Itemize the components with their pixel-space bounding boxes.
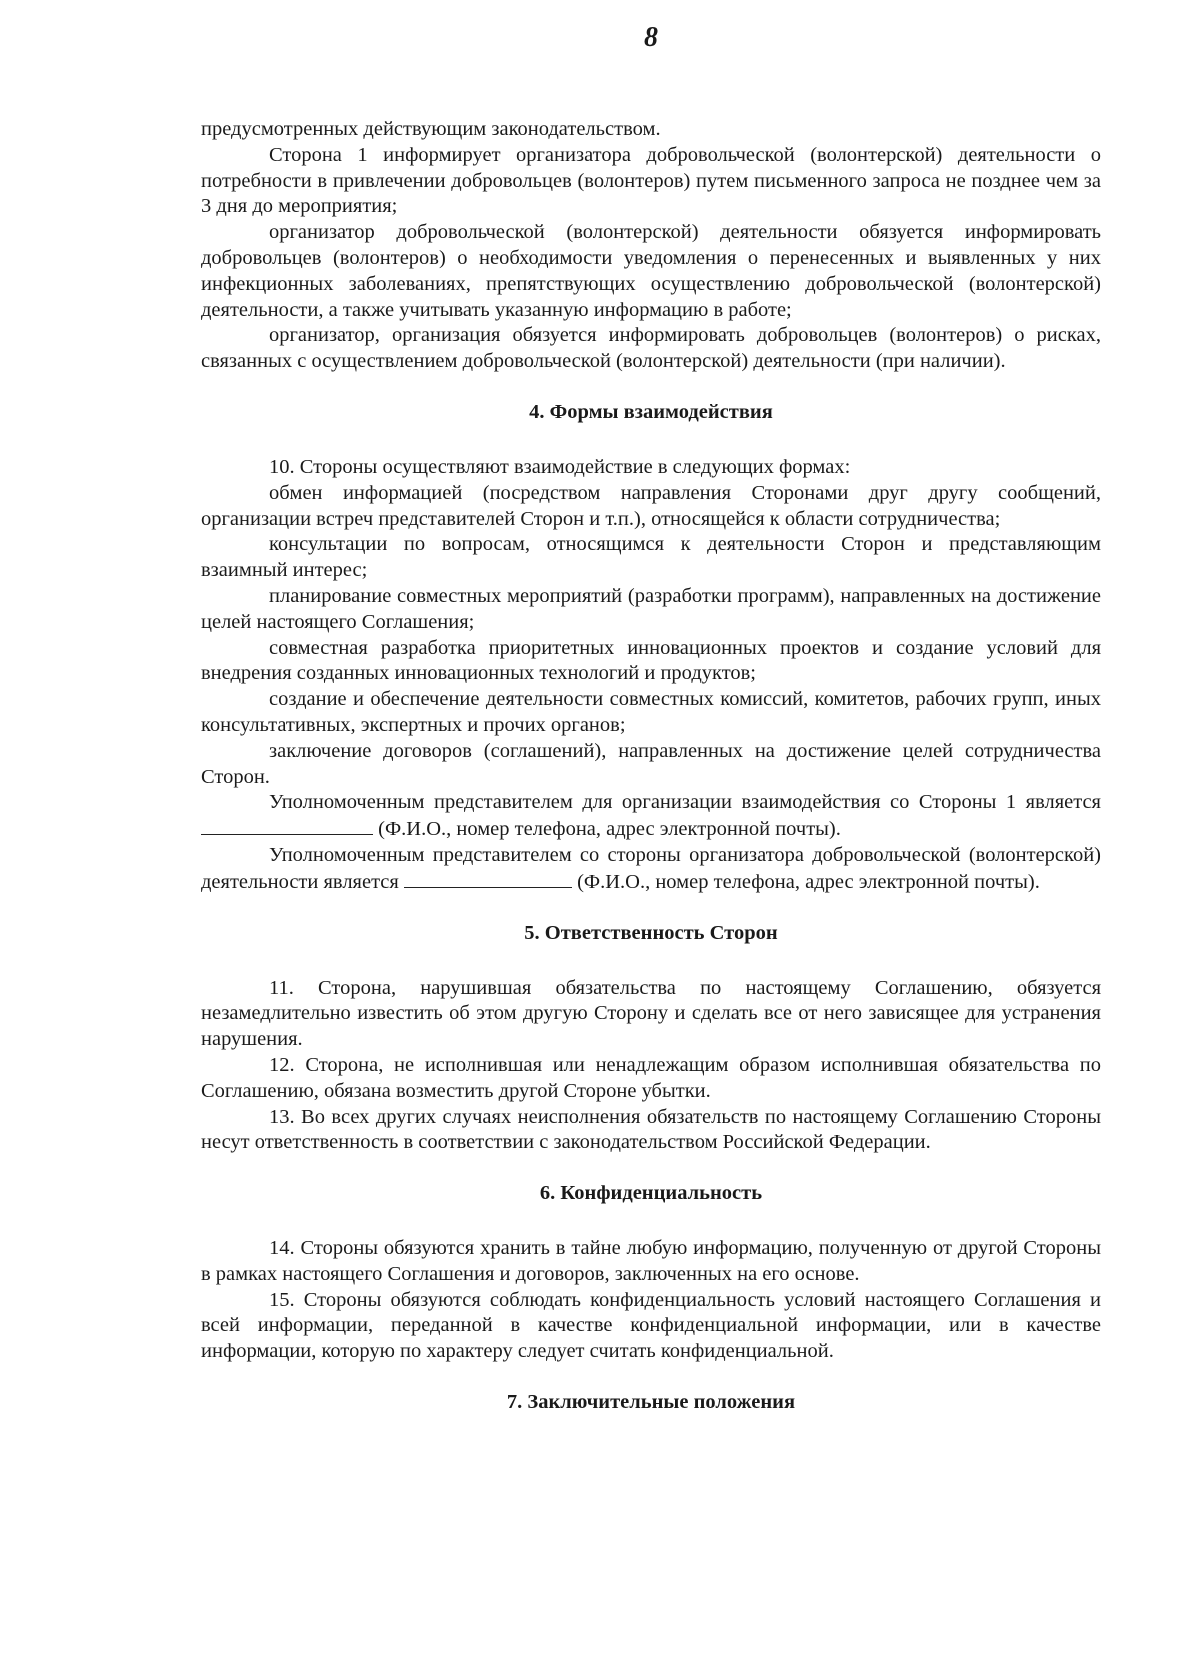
representative-paragraph-2 (201, 843, 1101, 896)
representative-1-text-after: (Ф.И.О., номер телефона, адрес электронной почты). (373, 818, 841, 841)
paragraph-continuation: предусмотренных действующим законодательством. (201, 118, 661, 140)
paragraph: организатор добровольческой (волонтерской) деятельности обязуется информировать добровольцев (волонтеров) о необходимости уведомления о перенесенных и выявленных у них инфекционных заболеваниях, препятствующих осуществлению добровольческой (волонтерской) деятельности, а также учитывать указанную информацию в работе; (201, 221, 1101, 321)
section-heading-5: 5. Ответственность Сторон (524, 921, 778, 944)
paragraph: совместная разработка приоритетных инновационных проектов и создание условий для внедрения созданных инновационных технологий и продуктов; (201, 636, 1101, 685)
paragraph: 14. Стороны обязуются хранить в тайне любую информацию, полученную от другой Стороны в рамках настоящего Соглашения и договоров, заключенных на его основе. (201, 1237, 1101, 1285)
paragraph: 15. Стороны обязуются соблюдать конфиденциальность условий настоящего Соглашения и всей информации, переданной в качестве конфиденциальной информации, или в качестве информации, которую по характеру следует считать конфиденциальной. (201, 1288, 1101, 1363)
paragraph: обмен информацией (посредством направления Сторонами друг другу сообщений, организации встреч представителей Сторон и т.п.), относящейся к области сотрудничества; (201, 481, 1101, 530)
representative-2-text-before: Уполномоченным представителем со стороны организатора добровольческой (волонтерской) деятельности является (201, 843, 1101, 893)
paragraph: создание и обеспечение деятельности совместных комиссий, комитетов, рабочих групп, иных консультативных, экспертных и прочих органов; (201, 688, 1101, 736)
representative-paragraph-1 (201, 790, 1101, 843)
fill-in-blank (201, 816, 373, 835)
paragraph: 11. Сторона, нарушившая обязательства по настоящему Соглашению, обязуется незамедлительно известить об этом другую Сторону и сделать все от него зависящее для устранения нарушения. (201, 976, 1101, 1051)
fill-in-blank (404, 869, 572, 888)
paragraph: организатор, организация обязуется информировать добровольцев (волонтеров) о рисках, связанных с осуществлением добровольческой (волонтерской) деятельности (при наличии). (201, 324, 1101, 373)
paragraph: консультации по вопросам, относящимся к деятельности Сторон и представляющим взаимный интерес; (201, 533, 1101, 582)
paragraph: 12. Сторона, не исполнившая или ненадлежащим образом исполнившая обязательства по Соглашению, обязана возместить другой Стороне убытки. (201, 1053, 1101, 1102)
representative-2-text-after: (Ф.И.О., номер телефона, адрес электронной почты). (571, 870, 1040, 893)
paragraph: Сторона 1 информирует организатора добровольческой (волонтерской) деятельности о потребности в привлечении добровольцев (волонтеров) путем письменного запроса не позднее чем за 3 дня до мероприятия; (201, 143, 1101, 218)
paragraph: заключение договоров (соглашений), направленных на достижение целей сотрудничества Сторон. (201, 739, 1101, 788)
paragraph: 13. Во всех других случаях неисполнения обязательств по настоящему Соглашению Стороны несут ответственность в соответствии с законодательством Российской Федерации. (201, 1105, 1101, 1154)
section-heading-7: 7. Заключительные положения (506, 1391, 796, 1414)
page-number: 8 (644, 22, 658, 53)
section-heading-6: 6. Конфиденциальность (539, 1182, 763, 1205)
paragraph: 10. Стороны осуществляют взаимодействие в следующих формах: (269, 455, 851, 478)
paragraph: планирование совместных мероприятий (разработки программ), направленных на достижение целей настоящего Соглашения; (201, 584, 1101, 633)
document-body (201, 117, 1101, 1415)
representative-1-text-before: Уполномоченным представителем для организации взаимодействия со Стороны 1 является (269, 791, 1101, 814)
section-heading-4: 4. Формы взаимодействия (529, 400, 773, 423)
